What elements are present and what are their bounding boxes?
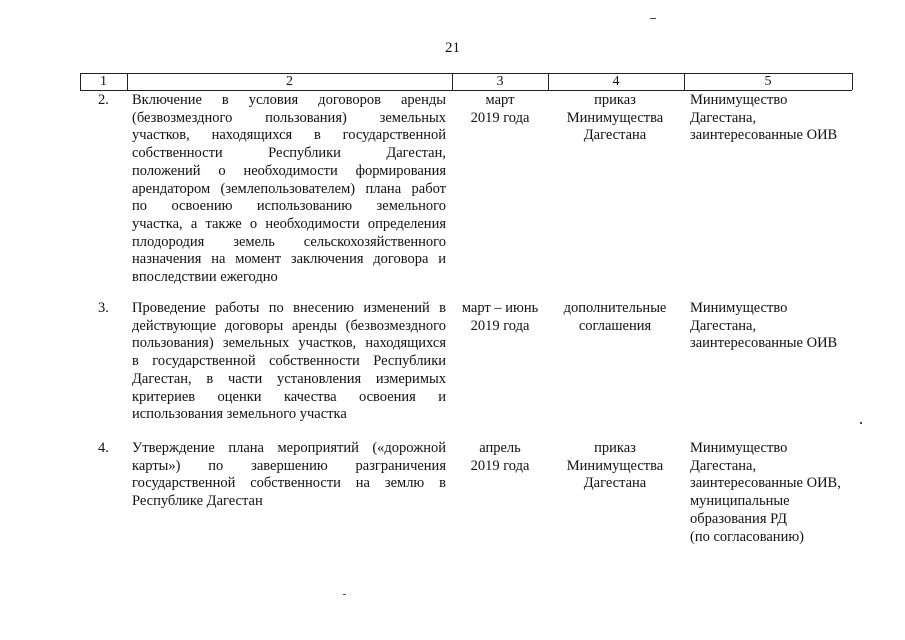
header-col-5: 5 [764, 74, 772, 89]
resp-line: Минимущество [690, 92, 788, 108]
form-line: соглашения [578, 317, 652, 334]
desc-line: плодородия земель сельскохозяйственного [132, 233, 446, 250]
resp-line: Дагестана, [690, 109, 757, 126]
term-line: апрель [479, 440, 521, 456]
scan-speck [650, 18, 656, 19]
desc-line: Республике Дагестан [132, 493, 263, 510]
resp-line: (по согласованию) [690, 528, 804, 545]
form-line: приказ [594, 92, 636, 108]
form-line: Минимущества [566, 457, 664, 474]
desc-line: Включение в условия договоров аренды [132, 92, 446, 108]
desc-line: назначения на момент заключения договора и [132, 251, 446, 268]
resp-line: Минимущество [690, 440, 788, 456]
resp-line: образования РД [690, 510, 787, 527]
term-line: 2019 года [470, 317, 530, 334]
row-number: 3. [98, 300, 109, 316]
resp-line: Дагестана, [690, 317, 757, 334]
row-description [132, 300, 446, 424]
form-line: дополнительные [563, 300, 667, 316]
desc-line: участков, находящихся в государственной [132, 127, 446, 144]
desc-line: впоследствии ежегодно [132, 269, 278, 286]
desc-line: государственной собственности на землю в [132, 475, 446, 492]
row-responsible [690, 92, 860, 145]
desc-line: арендатором (землепользователем) плана работ [132, 180, 446, 197]
desc-line: Утверждение плана мероприятий («дорожной [132, 440, 446, 456]
desc-line: критериев оценки качества освоения и [132, 388, 446, 405]
term-line: март – июнь [461, 300, 539, 316]
desc-line: в государственной собственности Республики [132, 353, 446, 370]
desc-line: использования земельного участка [132, 406, 347, 423]
row-term [455, 92, 545, 127]
row-form [555, 440, 675, 493]
header-col-3: 3 [496, 74, 504, 89]
form-line: приказ [594, 440, 636, 456]
desc-line: действующие договоры аренды (безвозмездного [132, 317, 446, 334]
header-col-2: 2 [286, 74, 293, 89]
term-line: март [485, 92, 515, 108]
resp-line: муниципальные [690, 493, 790, 510]
page-number: 21 [445, 40, 460, 56]
resp-line: заинтересованные ОИВ, [690, 475, 841, 492]
desc-line: карты») по завершению разграничения [132, 457, 446, 474]
row-number: 4. [98, 440, 109, 456]
row-description [132, 440, 446, 511]
resp-line: заинтересованные ОИВ [690, 335, 838, 352]
row-number: 2. [98, 92, 109, 108]
header-bottom-rule [80, 90, 852, 91]
desc-line: участка, а также о необходимости определения [132, 215, 446, 232]
desc-line: (безвозмездного пользования) земельных [132, 109, 446, 126]
header-col-4: 4 [612, 74, 620, 89]
row-form [555, 92, 675, 145]
column-divider [852, 73, 853, 90]
desc-line: пользования) земельных участков, находящихся [132, 335, 446, 352]
scan-speck [860, 422, 862, 424]
desc-line: положений о необходимости формирования [132, 162, 446, 179]
desc-line: Проведение работы по внесению изменений в [132, 300, 446, 316]
header-col-1: 1 [100, 74, 107, 89]
term-line: 2019 года [470, 109, 530, 126]
desc-line: собственности Республики Дагестан, [132, 145, 446, 162]
term-line: 2019 года [470, 457, 530, 474]
form-line: Дагестана [583, 127, 647, 144]
scan-speck [343, 594, 346, 595]
resp-line: заинтересованные ОИВ [690, 127, 838, 144]
resp-line: Дагестана, [690, 457, 757, 474]
row-responsible [690, 440, 860, 546]
resp-line: Минимущество [690, 300, 788, 316]
form-line: Дагестана [583, 475, 647, 492]
row-description [132, 92, 446, 287]
desc-line: Дагестан, в части установления измеримых [132, 370, 446, 387]
row-responsible [690, 300, 860, 353]
row-term [455, 300, 545, 335]
desc-line: по освоению использованию земельного [132, 198, 446, 215]
row-term [455, 440, 545, 475]
form-line: Минимущества [566, 109, 664, 126]
row-form [555, 300, 675, 335]
